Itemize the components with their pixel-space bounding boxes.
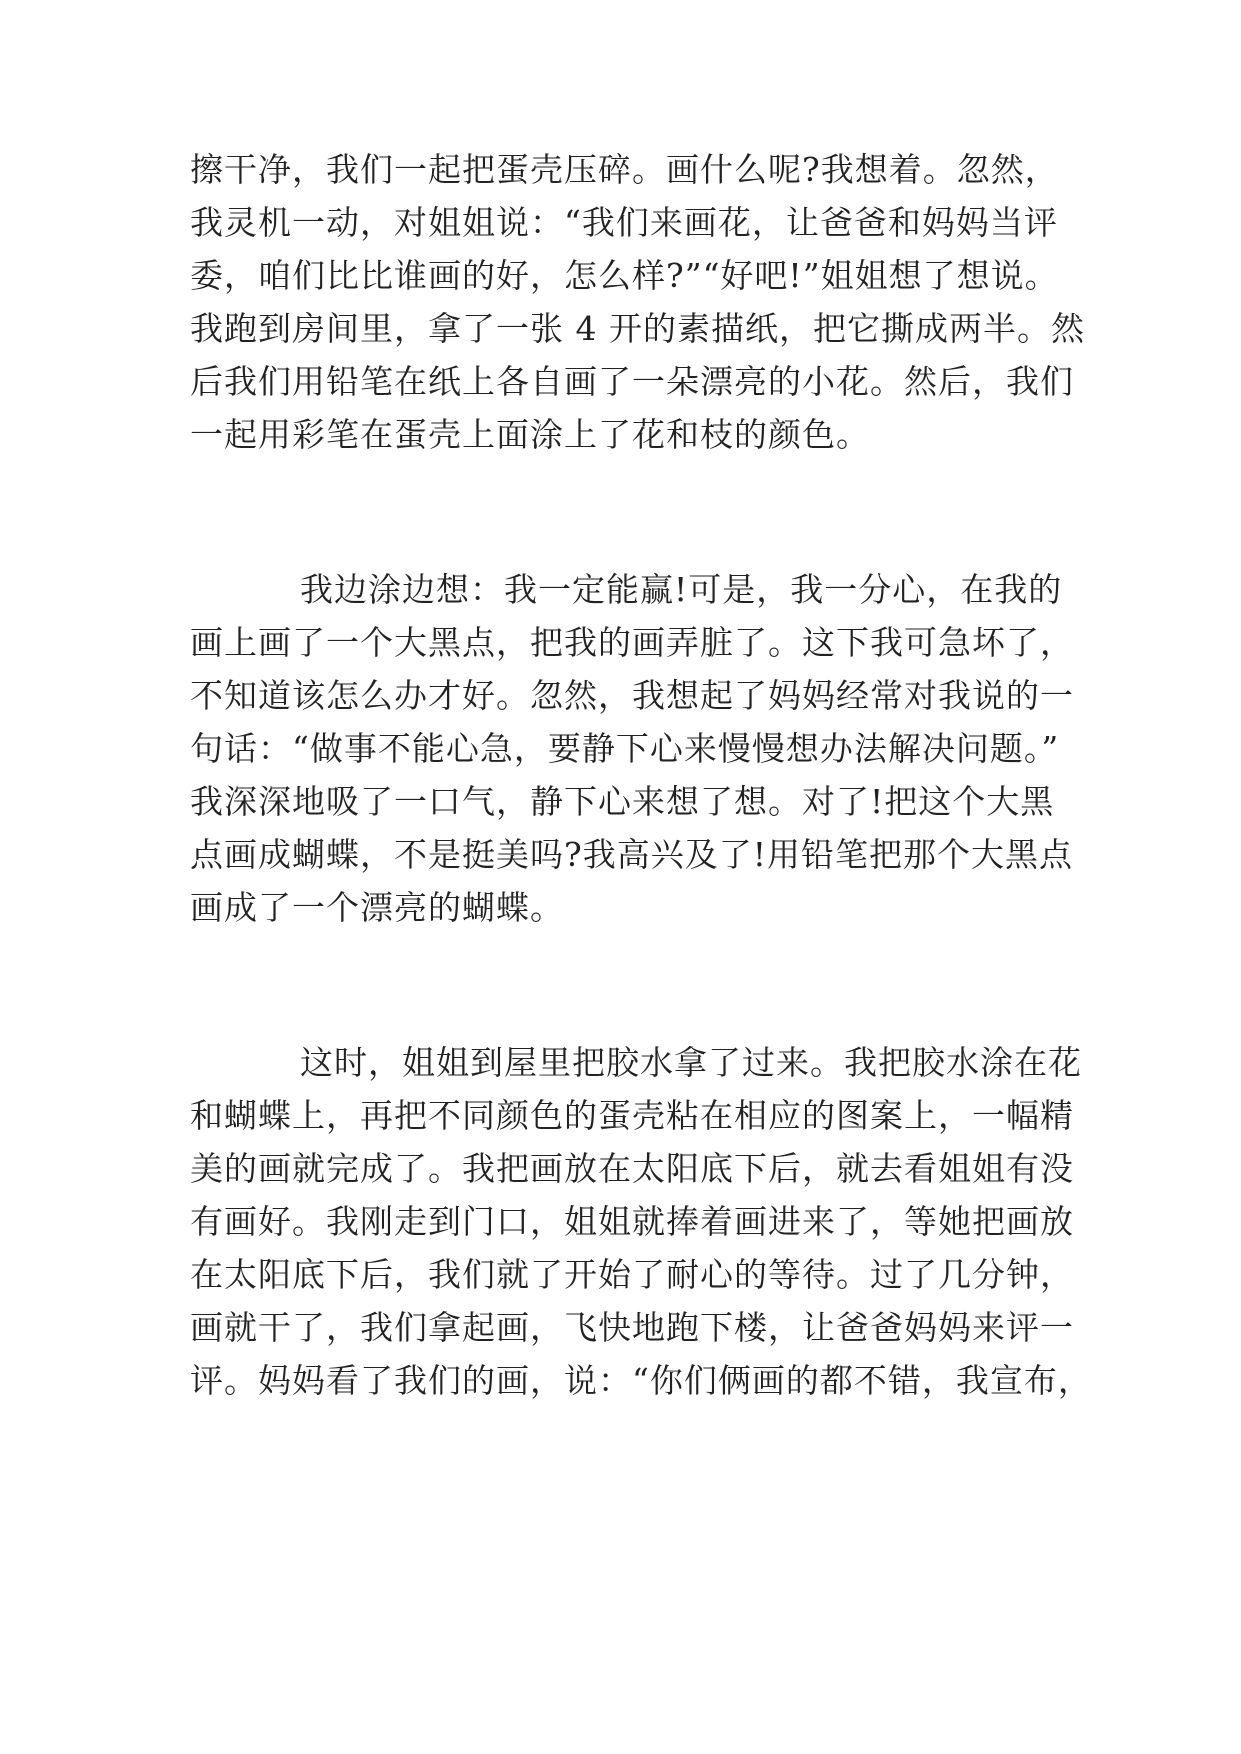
paragraph-3-line-2: 和蝴蝶上，再把不同颜色的蛋壳粘在相应的图案上，一幅精 <box>190 1096 1074 1135</box>
paragraph-3-line-5: 在太阳底下后，我们就了开始了耐心的等待。过了几分钟， <box>190 1255 1074 1294</box>
paragraph-2-line-1: 我边涂边想：我一定能赢!可是，我一分心，在我的 <box>300 570 1063 609</box>
paragraph-3-line-1: 这时，姐姐到屋里把胶水拿了过来。我把胶水涂在花 <box>300 1043 1082 1082</box>
paragraph-2-line-7: 画成了一个漂亮的蝴蝶。 <box>190 888 564 927</box>
paragraph-1-line-5: 后我们用铅笔在纸上各自画了一朵漂亮的小花。然后，我们 <box>190 362 1074 401</box>
paragraph-1-line-6: 一起用彩笔在蛋壳上面涂上了花和枝的颜色。 <box>190 415 870 454</box>
paragraph-2-line-6: 点画成蝴蝶，不是挺美吗?我高兴及了!用铅笔把那个大黑点 <box>190 835 1073 874</box>
paragraph-2-line-5: 我深深地吸了一口气，静下心来想了想。对了!把这个大黑 <box>190 782 1055 821</box>
paragraph-1-line-2: 我灵机一动，对姐姐说：“我们来画花，让爸爸和妈妈当评 <box>190 203 1058 242</box>
paragraph-1-line-3: 委，咱们比比谁画的好，怎么样?”“好吧!”姐姐想了想说。 <box>190 256 1059 295</box>
paragraph-3-line-3: 美的画就完成了。我把画放在太阳底下后，就去看姐姐有没 <box>190 1149 1074 1188</box>
paragraph-2-line-3: 不知道该怎么办才好。忽然，我想起了妈妈经常对我说的一 <box>190 676 1074 715</box>
paragraph-3-line-7: 评。妈妈看了我们的画，说：“你们俩画的都不错，我宣布， <box>190 1361 1092 1400</box>
paragraph-1-line-4: 我跑到房间里，拿了一张 4 开的素描纸，把它撕成两半。然 <box>190 309 1085 348</box>
paragraph-3-line-6: 画就干了，我们拿起画，飞快地跑下楼，让爸爸妈妈来评一 <box>190 1308 1074 1347</box>
paragraph-2-line-4: 句话：“做事不能心急，要静下心来慢慢想办法解决问题。” <box>190 729 1060 768</box>
paragraph-2-line-2: 画上画了一个大黑点，把我的画弄脏了。这下我可急坏了， <box>190 623 1074 662</box>
paragraph-1-line-1: 擦干净，我们一起把蛋壳压碎。画什么呢?我想着。忽然， <box>190 150 1059 189</box>
paragraph-3-line-4: 有画好。我刚走到门口，姐姐就捧着画进来了，等她把画放 <box>190 1202 1074 1241</box>
